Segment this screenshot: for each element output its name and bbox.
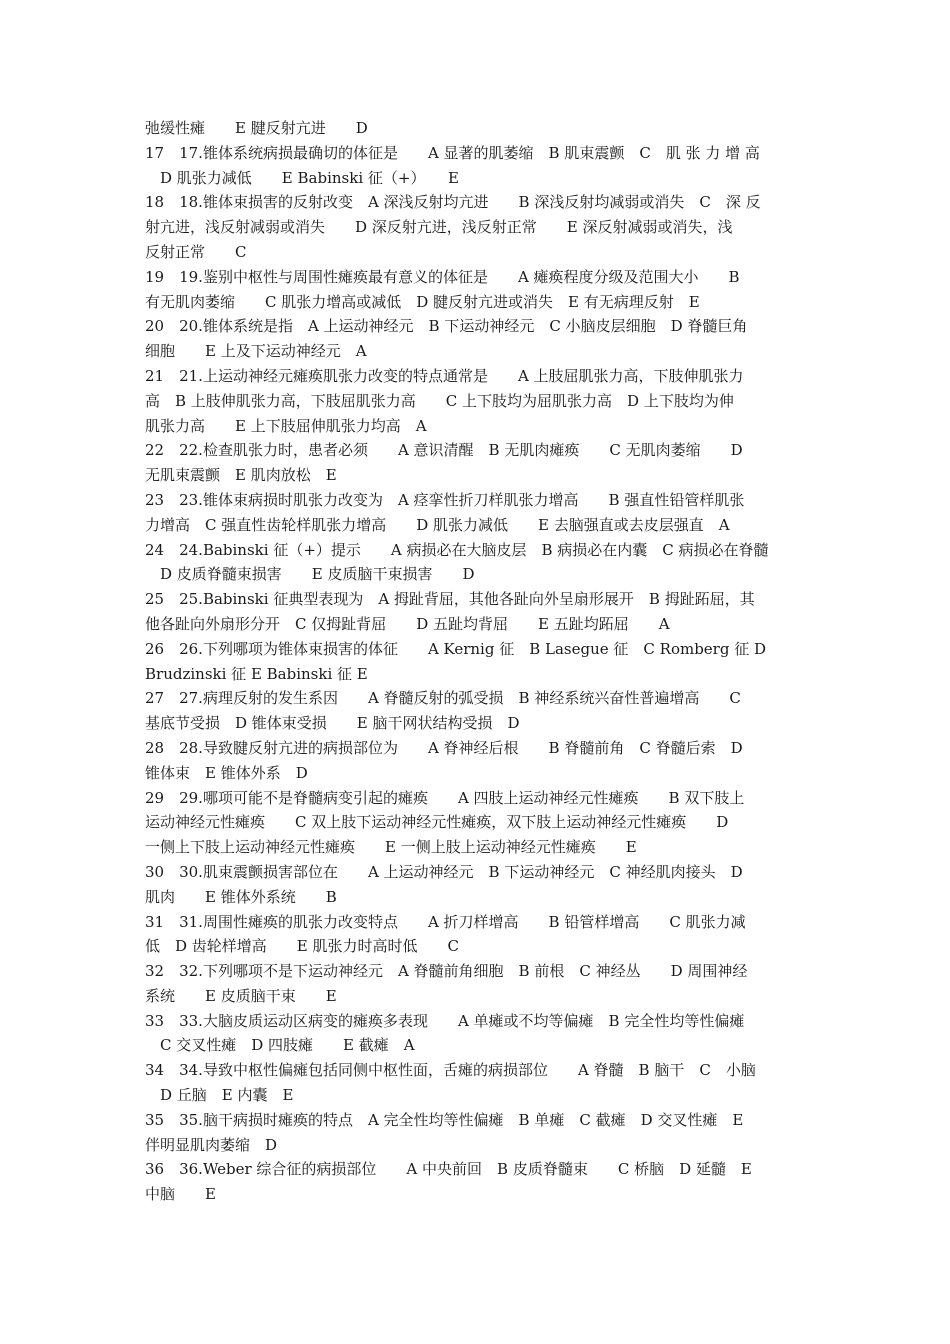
text-line: 肌张力高 E 上下肢屈伸肌张力均高 A xyxy=(145,416,427,435)
text-line: 30 30.肌束震颤损害部位在 A 上运动神经元 B 下运动神经元 C 神经肌肉接头 D xyxy=(145,862,743,881)
text-line: D 丘脑 E 内囊 E xyxy=(145,1086,294,1105)
text-line: 锥体束 E 锥体外系 D xyxy=(145,763,308,782)
text-line: 细胞 E 上及下运动神经元 A xyxy=(145,342,367,361)
text-line: 20 20.锥体系统是指 A 上运动神经元 B 下运动神经元 C 小脑皮层细胞 D 脊髓巨角 xyxy=(145,317,748,336)
text-line: 肌肉 E 锥体外系统 B xyxy=(145,887,337,906)
text-line: 他各趾向外扇形分开 C 仅拇趾背屈 D 五趾均背屈 E 五趾均跖屈 A xyxy=(145,614,670,633)
text-line: 系统 E 皮质脑干束 E xyxy=(145,986,337,1005)
text-line: 无肌束震颤 E 肌肉放松 E xyxy=(145,466,337,485)
text-line: 低 D 齿轮样增高 E 肌张力时高时低 C xyxy=(145,937,459,956)
question-text-block xyxy=(145,116,807,1232)
text-line: 22 22.检查肌张力时，患者必须 A 意识清醒 B 无肌肉瘫痪 C 无肌肉萎缩 D xyxy=(145,441,743,460)
text-line: 运动神经元性瘫痪 C 双上肢下运动神经元性瘫痪，双下肢上运动神经元性瘫痪 D xyxy=(145,813,729,832)
text-line: 28 28.导致腱反射亢进的病损部位为 A 脊神经后根 B 脊髓前角 C 脊髓后索 D xyxy=(145,738,743,757)
text-line xyxy=(145,1207,807,1232)
text-line: 25 25.Babinski 征典型表现为 A 拇趾背屈，其他各趾向外呈扇形展开 B 拇趾跖屈，其 xyxy=(145,590,755,609)
text-line: 34 34.导致中枢性偏瘫包括同侧中枢性面，舌瘫的病损部位 A 脊髓 B 脑干 C 小脑 xyxy=(145,1061,756,1080)
text-line: 31 31.周围性瘫痪的肌张力改变特点 A 折刀样增高 B 铅管样增高 C 肌张力减 xyxy=(145,912,746,931)
text-line: 27 27.病理反射的发生系因 A 脊髓反射的弧受损 B 神经系统兴奋性普遍增高 C xyxy=(145,689,741,708)
text-line: 36 36.Weber 综合征的病损部位 A 中央前回 B 皮质脊髓束 C 桥脑 D 延髓 E xyxy=(145,1160,752,1179)
text-line: 高 B 上肢伸肌张力高，下肢屈肌张力高 C 上下肢均为屈肌张力高 D 上下肢均为伸 xyxy=(145,391,734,410)
text-line: 35 35.脑干病损时瘫痪的特点 A 完全性均等性偏瘫 B 单瘫 C 截瘫 D 交叉性瘫 E xyxy=(145,1110,744,1129)
text-line: 32 32.下列哪项不是下运动神经元 A 脊髓前角细胞 B 前根 C 神经丛 D 周围神经 xyxy=(145,962,748,981)
text-line: C 交叉性瘫 D 四肢瘫 E 截瘫 A xyxy=(145,1036,415,1055)
text-line: 力增高 C 强直性齿轮样肌张力增高 D 肌张力减低 E 去脑强直或去皮层强直 A xyxy=(145,515,730,534)
text-line: 19 19.鉴别中枢性与周围性瘫痪最有意义的体征是 A 瘫痪程度分级及范围大小 B xyxy=(145,267,740,286)
text-line: Brudzinski 征 E Babinski 征 E xyxy=(145,664,368,683)
text-line: 中脑 E xyxy=(145,1185,216,1204)
text-line: D 肌张力减低 E Babinski 征（+） E xyxy=(145,168,459,187)
text-line: 反射正常 C xyxy=(145,242,247,261)
text-line: D 皮质脊髓束损害 E 皮质脑干束损害 D xyxy=(145,565,475,584)
text-line: 26 26.下列哪项为锥体束损害的体征 A Kernig 征 B Lasegue 征 C Romberg 征 D xyxy=(145,639,767,658)
text-line: 29 29.哪项可能不是脊髓病变引起的瘫痪 A 四肢上运动神经元性瘫痪 B 双下肢上 xyxy=(145,788,745,807)
text-line: 射亢进，浅反射减弱或消失 D 深反射亢进，浅反射正常 E 深反射减弱或消失，浅 xyxy=(145,218,733,237)
text-line: 17 17.锥体系统病损最确切的体征是 A 显著的肌萎缩 B 肌束震颤 C 肌 张 力 增 高 xyxy=(145,143,760,162)
text-line: 18 18.锥体束损害的反射改变 A 深浅反射均亢进 B 深浅反射均减弱或消失 C 深 反 xyxy=(145,193,761,212)
text-line: 伴明显肌肉萎缩 D xyxy=(145,1135,278,1154)
text-line: 23 23.锥体束病损时肌张力改变为 A 痉挛性折刀样肌张力增高 B 强直性铅管样肌张 xyxy=(145,490,745,509)
text-line: 基底节受损 D 锥体束受损 E 脑干网状结构受损 D xyxy=(145,714,520,733)
text-line: 21 21.上运动神经元瘫痪肌张力改变的特点通常是 A 上肢屈肌张力高，下肢伸肌张力 xyxy=(145,366,744,385)
text-line: 33 33.大脑皮质运动区病变的瘫痪多表现 A 单瘫或不均等偏瘫 B 完全性均等性偏瘫 xyxy=(145,1011,745,1030)
text-line: 一侧上下肢上运动神经元性瘫痪 E 一侧上肢上运动神经元性瘫痪 E xyxy=(145,838,637,857)
text-line: 24 24.Babinski 征（+）提示 A 病损必在大脑皮层 B 病损必在内囊 C 病损必在脊髓 xyxy=(145,540,769,559)
text-line: 弛缓性瘫 E 腱反射亢进 D xyxy=(145,119,368,137)
text-line: 有无肌肉萎缩 C 肌张力增高或减低 D 腱反射亢进或消失 E 有无病理反射 E xyxy=(145,292,700,311)
